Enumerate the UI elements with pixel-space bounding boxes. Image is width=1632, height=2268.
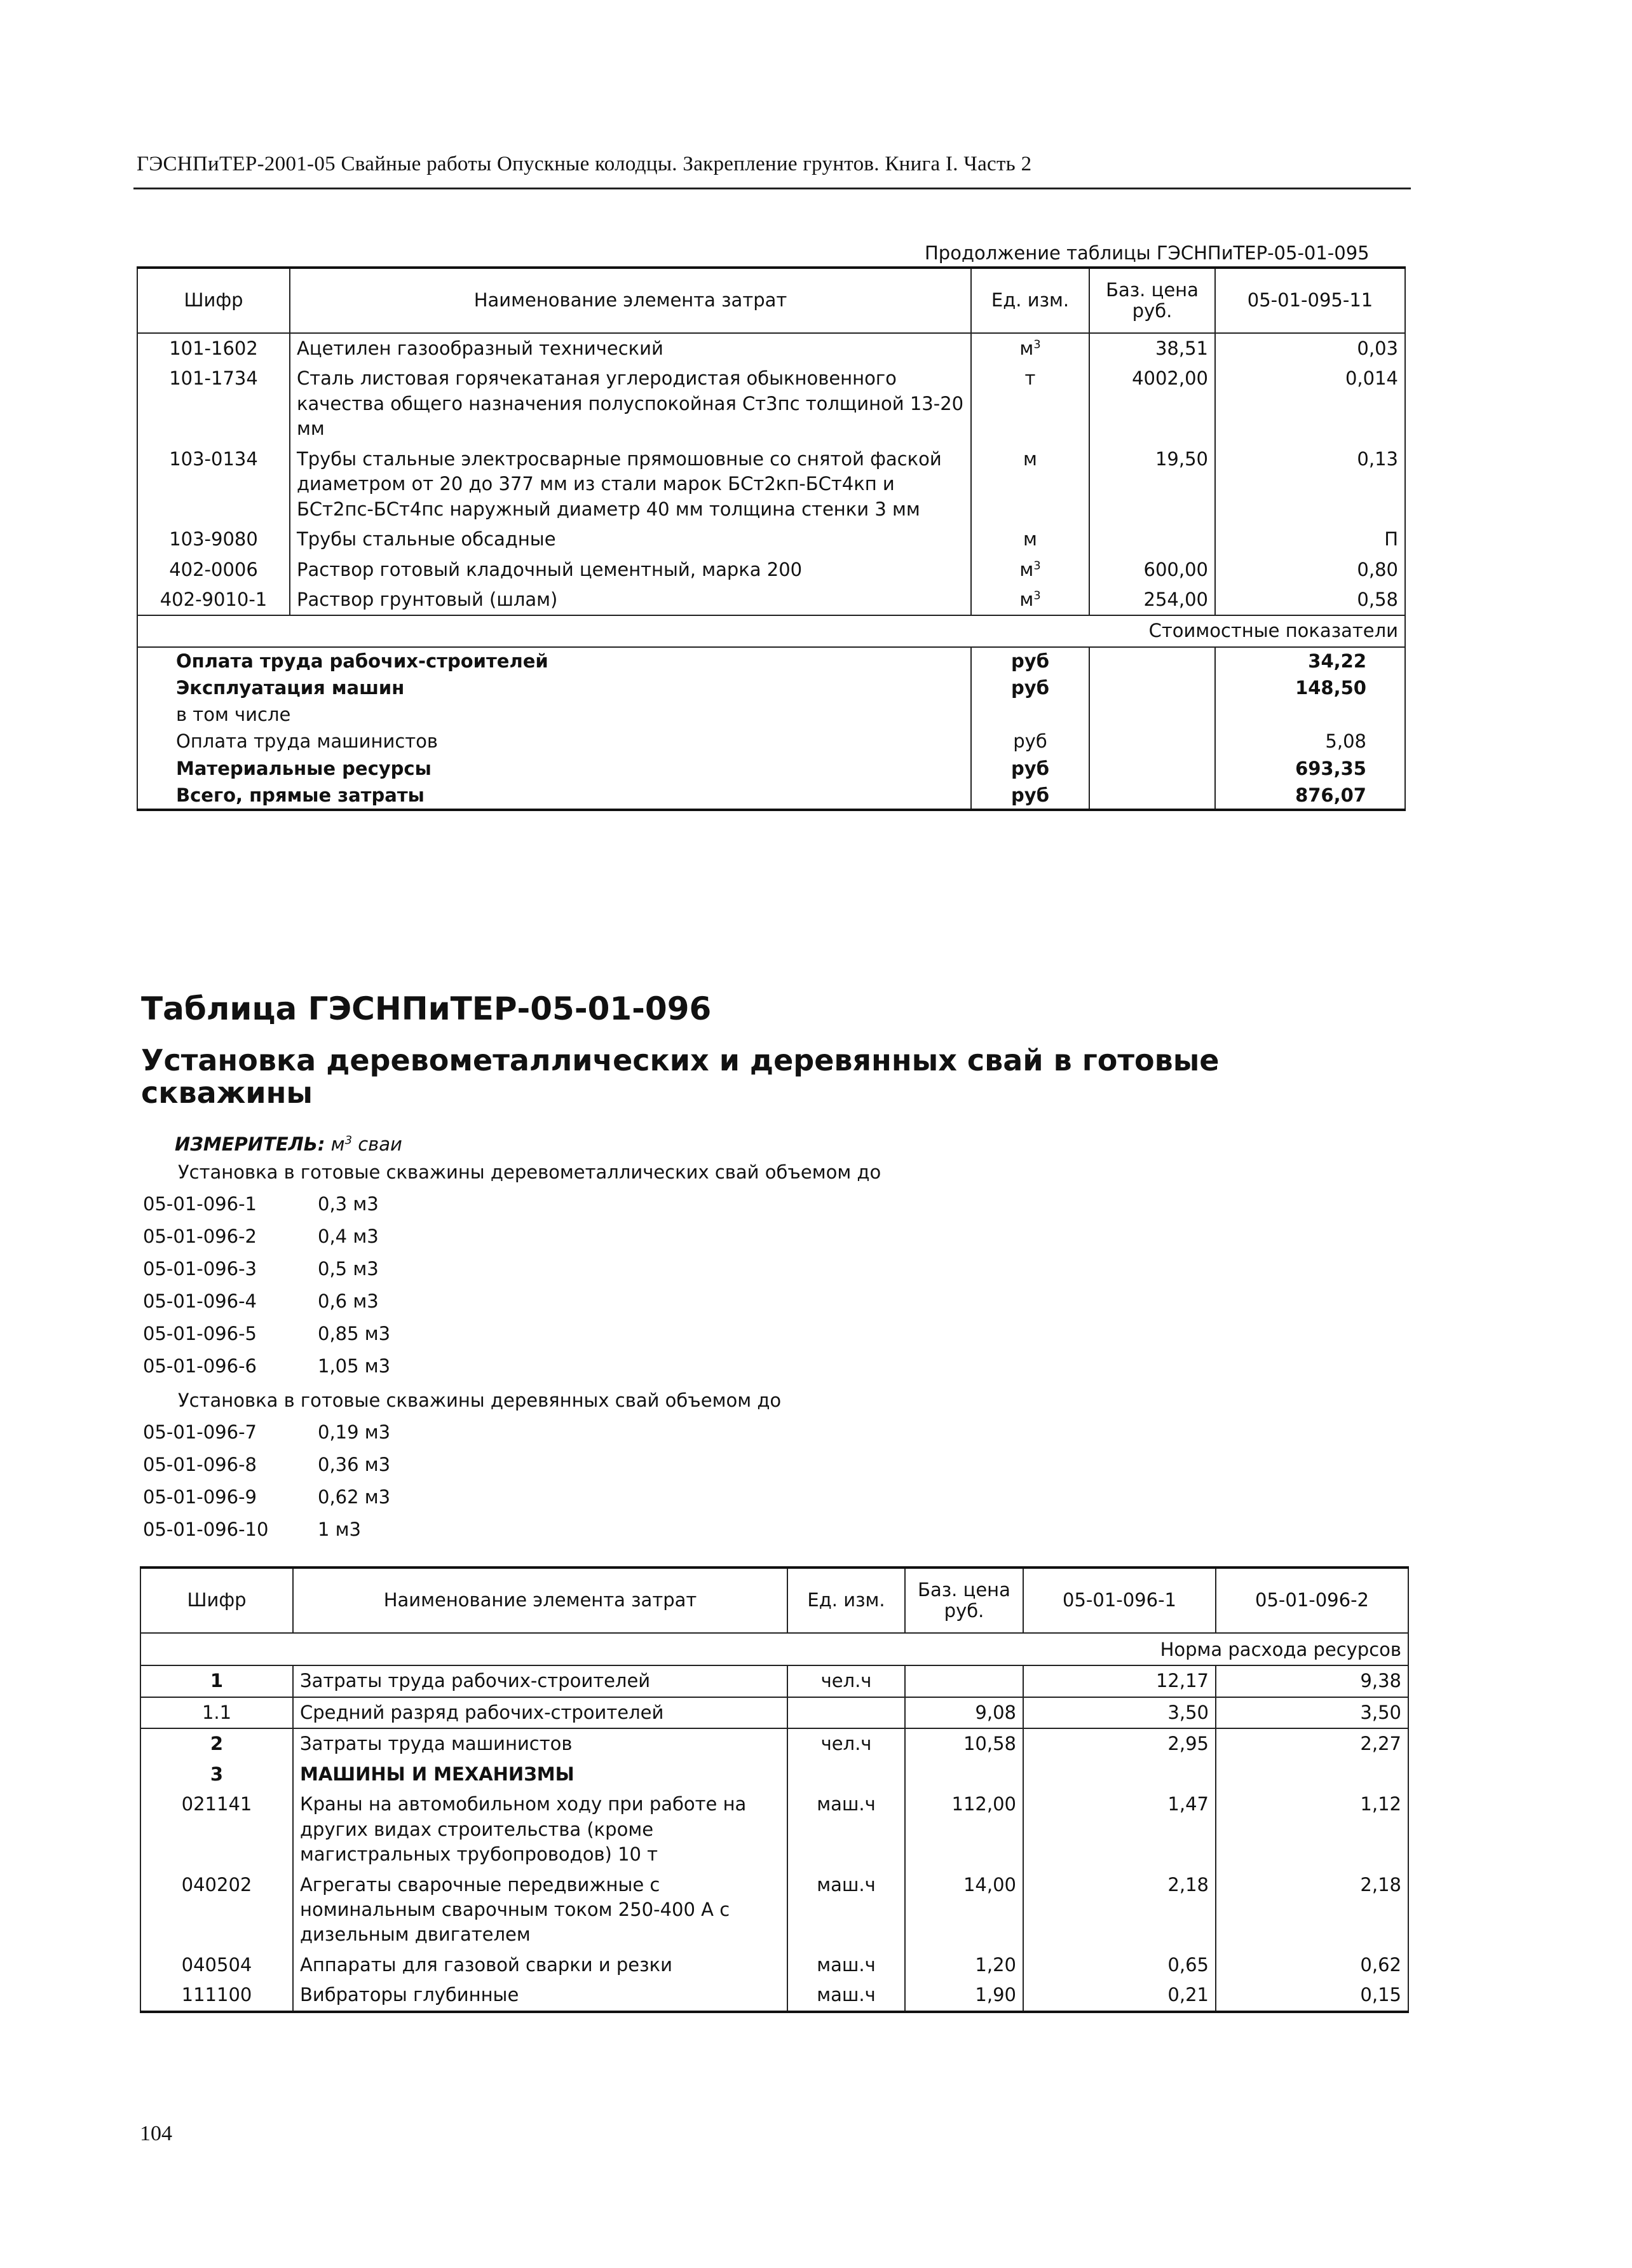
- cost-row: [137, 674, 1405, 701]
- resource-norm-096-2: 3,50: [1216, 1697, 1408, 1728]
- resource-price: 112,00: [905, 1789, 1023, 1869]
- continuation-caption: Продолжение таблицы ГЭСНПиТЕР-05-01-095: [925, 242, 1370, 264]
- resource-code: 101-1734: [137, 364, 290, 444]
- resource-unit: чел.ч: [787, 1728, 905, 1759]
- cost-unit: руб: [971, 782, 1089, 810]
- cost-name: Эксплуатация машин: [137, 674, 971, 701]
- resource-norm-096-1: 0,65: [1023, 1950, 1216, 1980]
- variant-code: 05-01-096-6: [143, 1355, 257, 1377]
- cost-unit: руб: [971, 674, 1089, 701]
- resource-unit: т: [971, 364, 1089, 444]
- cost-price-empty: [1089, 701, 1215, 728]
- header-code: Шифр: [140, 1568, 293, 1633]
- header-column-095-11: 05-01-095-11: [1215, 268, 1405, 333]
- variant-row: [143, 1454, 390, 1475]
- header-name: Наименование элемента затрат: [290, 268, 971, 333]
- resource-price: 600,00: [1089, 555, 1215, 585]
- table-header-row: [140, 1568, 1408, 1633]
- header-price: Баз. цена руб.: [905, 1568, 1023, 1633]
- resource-code: 040202: [140, 1870, 293, 1950]
- variant-row: [143, 1290, 379, 1312]
- variant-volume: 0,85 м3: [318, 1323, 391, 1344]
- variant-row: [143, 1193, 379, 1215]
- header-column-096-2: 05-01-096-2: [1216, 1568, 1408, 1633]
- resource-price: 38,51: [1089, 333, 1215, 364]
- resource-name: Затраты труда рабочих-строителей: [293, 1665, 787, 1697]
- resource-norm-096-1: 12,17: [1023, 1665, 1216, 1697]
- variant-code: 05-01-096-2: [143, 1226, 257, 1247]
- resource-code: 111100: [140, 1980, 293, 2011]
- resource-table-095: [137, 266, 1406, 811]
- resource-unit: [787, 1759, 905, 1789]
- variant-row: [143, 1226, 379, 1247]
- variant-volume: 0,3 м3: [318, 1193, 379, 1215]
- resource-price: 1,20: [905, 1950, 1023, 1980]
- variant-row: [143, 1355, 390, 1377]
- cost-price-empty: [1089, 674, 1215, 701]
- resource-unit: маш.ч: [787, 1789, 905, 1869]
- cost-name: в том числе: [137, 701, 971, 728]
- resource-norm-096-2: 0,62: [1216, 1950, 1408, 1980]
- resource-unit: чел.ч: [787, 1665, 905, 1697]
- cost-value: 34,22: [1215, 647, 1405, 674]
- resource-unit: маш.ч: [787, 1950, 905, 1980]
- cost-value: [1215, 701, 1405, 728]
- resource-price: 1,90: [905, 1980, 1023, 2011]
- resource-unit: маш.ч: [787, 1870, 905, 1950]
- resource-price: [905, 1665, 1023, 1697]
- resource-norm-096-1: 1,47: [1023, 1789, 1216, 1869]
- variant-code: 05-01-096-1: [143, 1193, 257, 1215]
- cost-header-row: [137, 615, 1405, 646]
- table-row: [137, 333, 1405, 364]
- norm-header-row: [140, 1633, 1408, 1665]
- resource-code: 021141: [140, 1789, 293, 1869]
- resource-name: Аппараты для газовой сварки и резки: [293, 1950, 787, 1980]
- variant-row: [143, 1258, 379, 1280]
- table-row: [137, 585, 1405, 615]
- resource-name: Ацетилен газообразный технический: [290, 333, 971, 364]
- header-code: Шифр: [137, 268, 290, 333]
- table-row: [137, 364, 1405, 444]
- resource-unit: [787, 1697, 905, 1728]
- resource-norm-096-1: [1023, 1759, 1216, 1789]
- variant-volume: 1 м3: [318, 1519, 361, 1540]
- resource-code: 103-9080: [137, 524, 290, 554]
- resource-norm-096-2: 2,27: [1216, 1728, 1408, 1759]
- cost-name: Материальные ресурсы: [137, 755, 971, 782]
- resource-norm-096-1: 0,21: [1023, 1980, 1216, 2011]
- header-rule: [133, 188, 1411, 189]
- header-price: Баз. цена руб.: [1089, 268, 1215, 333]
- variant-code: 05-01-096-4: [143, 1290, 257, 1312]
- header-column-096-1: 05-01-096-1: [1023, 1568, 1216, 1633]
- variant-volume: 0,5 м3: [318, 1258, 379, 1280]
- variant-code: 05-01-096-8: [143, 1454, 257, 1475]
- resource-name: Вибраторы глубинные: [293, 1980, 787, 2011]
- resource-norm-096-1: 3,50: [1023, 1697, 1216, 1728]
- variant-row: [143, 1519, 361, 1540]
- resource-code: 402-0006: [137, 555, 290, 585]
- resource-code: 101-1602: [137, 333, 290, 364]
- variant-volume: 0,4 м3: [318, 1226, 379, 1247]
- resource-price: 4002,00: [1089, 364, 1215, 444]
- variant-volume: 0,36 м3: [318, 1454, 391, 1475]
- table-row: [140, 1980, 1408, 2011]
- group1-title: Установка в готовые скважины деревометаллических свай объемом до: [178, 1161, 881, 1183]
- cost-value: 148,50: [1215, 674, 1405, 701]
- cost-value: 876,07: [1215, 782, 1405, 810]
- resource-name: Трубы стальные электросварные прямошовные со снятой фаской диаметром от 20 до 377 мм из стали марок БСт2кп-БСт4кп и БСт2пс-БСт4пс наружный диаметр 40 мм толщина стенки 3 мм: [290, 444, 971, 524]
- resource-norm: 0,13: [1215, 444, 1405, 524]
- resource-price: 254,00: [1089, 585, 1215, 615]
- variant-code: 05-01-096-5: [143, 1323, 257, 1344]
- resource-unit: $м^3$: [971, 333, 1089, 364]
- resource-code: 402-9010-1: [137, 585, 290, 615]
- resource-norm-096-2: 1,12: [1216, 1789, 1408, 1869]
- table-subtitle: Установка деревометаллических и деревянных свай в готовые скважины: [141, 1043, 1220, 1110]
- meter-unit: $м^3$ сваи: [330, 1133, 402, 1155]
- table-row: [140, 1759, 1408, 1789]
- resource-unit: $м^3$: [971, 555, 1089, 585]
- meter-line: [175, 1133, 402, 1155]
- cost-price-empty: [1089, 647, 1215, 674]
- resource-code: 1: [140, 1665, 293, 1697]
- cost-row: [137, 647, 1405, 674]
- table-row: [137, 555, 1405, 585]
- cost-name: Всего, прямые затраты: [137, 782, 971, 810]
- meter-label: ИЗМЕРИТЕЛЬ:: [175, 1133, 325, 1155]
- resource-norm: 0,58: [1215, 585, 1405, 615]
- resource-name: Краны на автомобильном ходу при работе на других видах строительства (кроме магистральных трубопроводов) 10 т: [293, 1789, 787, 1869]
- page-number: 104: [140, 2122, 172, 2145]
- variant-row: [143, 1421, 390, 1443]
- variant-row: [143, 1486, 390, 1508]
- table-row: [140, 1728, 1408, 1759]
- resource-table-096: [140, 1566, 1409, 2013]
- resource-norm: 0,014: [1215, 364, 1405, 444]
- resource-code: 1.1: [140, 1697, 293, 1728]
- table-title: Таблица ГЭСНПиТЕР-05-01-096: [141, 990, 712, 1027]
- resource-name: МАШИНЫ И МЕХАНИЗМЫ: [293, 1759, 787, 1789]
- cost-row: [137, 701, 1405, 728]
- table-row: [137, 524, 1405, 554]
- resource-price: [1089, 524, 1215, 554]
- resource-price: 10,58: [905, 1728, 1023, 1759]
- resource-name: Затраты труда машинистов: [293, 1728, 787, 1759]
- cost-price-empty: [1089, 782, 1215, 810]
- variant-code: 05-01-096-9: [143, 1486, 257, 1508]
- resource-norm-096-1: 2,18: [1023, 1870, 1216, 1950]
- resource-name: Раствор грунтовый (шлам): [290, 585, 971, 615]
- resource-unit: маш.ч: [787, 1980, 905, 2011]
- running-head: ГЭСНПиТЕР-2001-05 Свайные работы Опускные колодцы. Закрепление грунтов. Книга I. Часть 2: [137, 153, 1032, 175]
- cost-unit: руб: [971, 728, 1089, 755]
- resource-name: Агрегаты сварочные передвижные с номинальным сварочным током 250-400 А с дизельным двигателем: [293, 1870, 787, 1950]
- cost-unit: руб: [971, 755, 1089, 782]
- table-row: [140, 1697, 1408, 1728]
- cost-header: Стоимостные показатели: [137, 615, 1405, 646]
- resource-norm-096-2: 9,38: [1216, 1665, 1408, 1697]
- resource-unit: м: [971, 444, 1089, 524]
- variant-code: 05-01-096-10: [143, 1519, 269, 1540]
- variant-volume: 0,62 м3: [318, 1486, 391, 1508]
- table-row: [140, 1950, 1408, 1980]
- header-unit: Ед. изм.: [971, 268, 1089, 333]
- resource-norm-096-2: [1216, 1759, 1408, 1789]
- variant-code: 05-01-096-3: [143, 1258, 257, 1280]
- variant-code: 05-01-096-7: [143, 1421, 257, 1443]
- variant-volume: 1,05 м3: [318, 1355, 391, 1377]
- resource-unit: м: [971, 524, 1089, 554]
- cost-unit: руб: [971, 647, 1089, 674]
- variant-volume: 0,19 м3: [318, 1421, 391, 1443]
- resource-code: 3: [140, 1759, 293, 1789]
- variant-volume: 0,6 м3: [318, 1290, 379, 1312]
- cost-row: [137, 755, 1405, 782]
- resource-code: 040504: [140, 1950, 293, 1980]
- resource-price: 9,08: [905, 1697, 1023, 1728]
- table-row: [140, 1665, 1408, 1697]
- resource-norm-096-2: 0,15: [1216, 1980, 1408, 2011]
- resource-code: 2: [140, 1728, 293, 1759]
- cost-price-empty: [1089, 728, 1215, 755]
- resource-name: Средний разряд рабочих-строителей: [293, 1697, 787, 1728]
- resource-price: 19,50: [1089, 444, 1215, 524]
- resource-norm-096-2: 2,18: [1216, 1870, 1408, 1950]
- resource-name: Трубы стальные обсадные: [290, 524, 971, 554]
- resource-norm-096-1: 2,95: [1023, 1728, 1216, 1759]
- cost-unit: [971, 701, 1089, 728]
- resource-code: 103-0134: [137, 444, 290, 524]
- header-name: Наименование элемента затрат: [293, 1568, 787, 1633]
- cost-price-empty: [1089, 755, 1215, 782]
- cost-name: Оплата труда машинистов: [137, 728, 971, 755]
- table-header-row: [137, 268, 1405, 333]
- cost-row: [137, 782, 1405, 810]
- cost-name: Оплата труда рабочих-строителей: [137, 647, 971, 674]
- resource-norm: П: [1215, 524, 1405, 554]
- resource-norm: 0,80: [1215, 555, 1405, 585]
- table-row: [137, 444, 1405, 524]
- resource-name: Сталь листовая горячекатаная углеродистая обыкновенного качества общего назначения полуспокойная Ст3пс толщиной 13-20 мм: [290, 364, 971, 444]
- resource-unit: $м^3$: [971, 585, 1089, 615]
- header-unit: Ед. изм.: [787, 1568, 905, 1633]
- resource-name: Раствор готовый кладочный цементный, марка 200: [290, 555, 971, 585]
- resource-price: [905, 1759, 1023, 1789]
- group2-title: Установка в готовые скважины деревянных свай объемом до: [178, 1390, 782, 1411]
- table-row: [140, 1870, 1408, 1950]
- cost-value: 5,08: [1215, 728, 1405, 755]
- resource-price: 14,00: [905, 1870, 1023, 1950]
- resource-norm: 0,03: [1215, 333, 1405, 364]
- cost-row: [137, 728, 1405, 755]
- cost-value: 693,35: [1215, 755, 1405, 782]
- norm-header: Норма расхода ресурсов: [140, 1633, 1408, 1665]
- variant-row: [143, 1323, 390, 1344]
- table-row: [140, 1789, 1408, 1869]
